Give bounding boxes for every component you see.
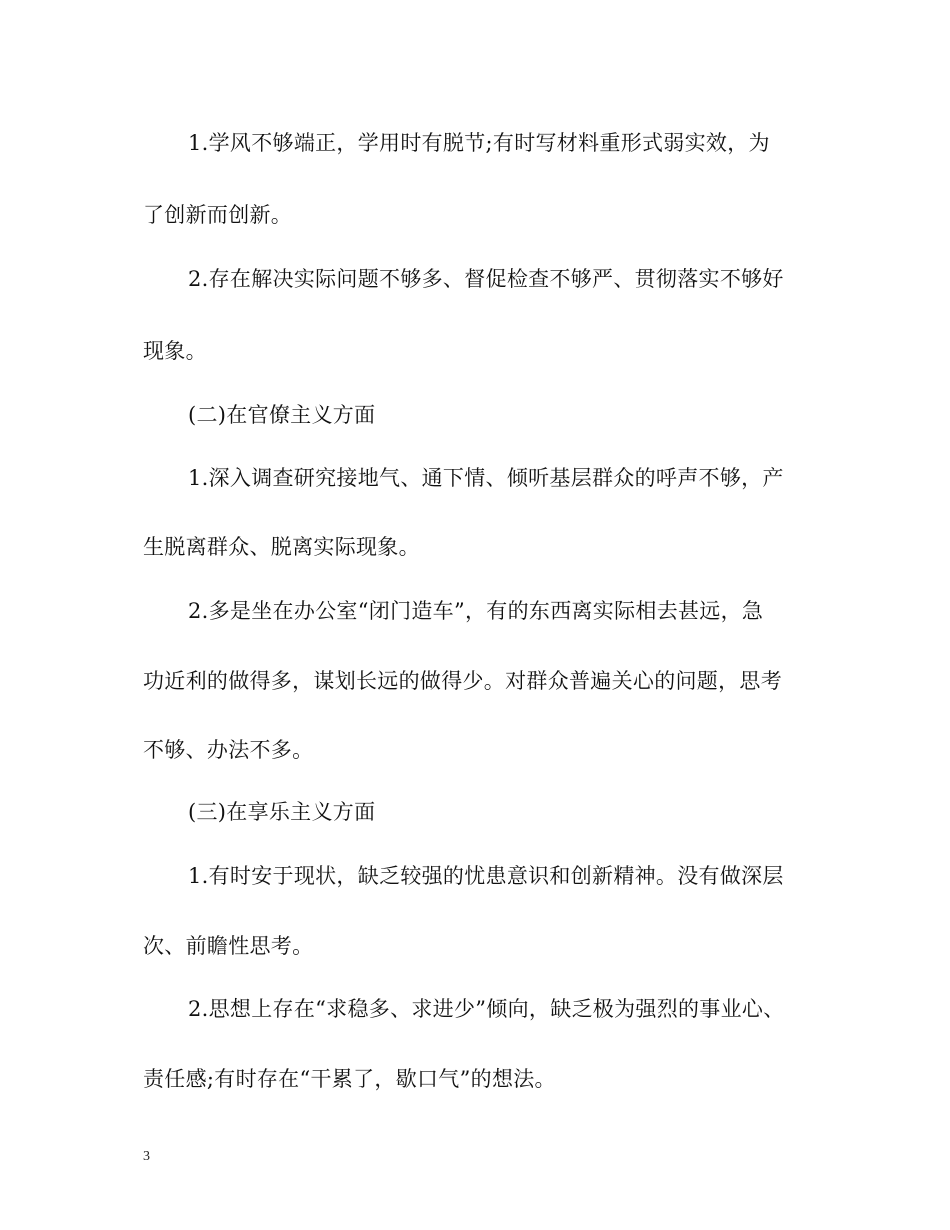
- text-line-12: 1.有时安于现状，缺乏较强的忧患意识和创新精神。没有做深层: [188, 864, 784, 888]
- page-number: 3: [143, 1149, 150, 1164]
- text-line-4: 现象。: [143, 339, 207, 363]
- text-line-8: 2.多是坐在办公室“闭门造车”，有的东西离实际相去甚远，急: [188, 599, 764, 623]
- text-line-9: 功近利的做得多，谋划长远的做得少。对群众普遍关心的问题，思考: [143, 669, 782, 693]
- section-heading-2: (二)在官僚主义方面: [188, 403, 376, 427]
- text-line-3: 2.存在解决实际问题不够多、督促检查不够严、贯彻落实不够好: [188, 267, 784, 291]
- text-line-14: 2.思想上存在“求稳多、求进少”倾向，缺乏极为强烈的事业心、: [188, 997, 785, 1021]
- text-line-15: 责任感;有时存在“干累了，歇口气”的想法。: [143, 1067, 556, 1091]
- text-line-7: 生脱离群众、脱离实际现象。: [143, 535, 420, 559]
- text-line-6: 1.深入调查研究接地气、通下情、倾听基层群众的呼声不够，产: [188, 466, 784, 490]
- text-line-2: 了创新而创新。: [143, 203, 293, 227]
- section-heading-3: (三)在享乐主义方面: [188, 800, 376, 824]
- text-line-1: 1.学风不够端正，学用时有脱节;有时写材料重形式弱实效，为: [188, 131, 770, 155]
- text-line-13: 次、前瞻性思考。: [143, 934, 314, 958]
- text-line-10: 不够、办法不多。: [143, 738, 314, 762]
